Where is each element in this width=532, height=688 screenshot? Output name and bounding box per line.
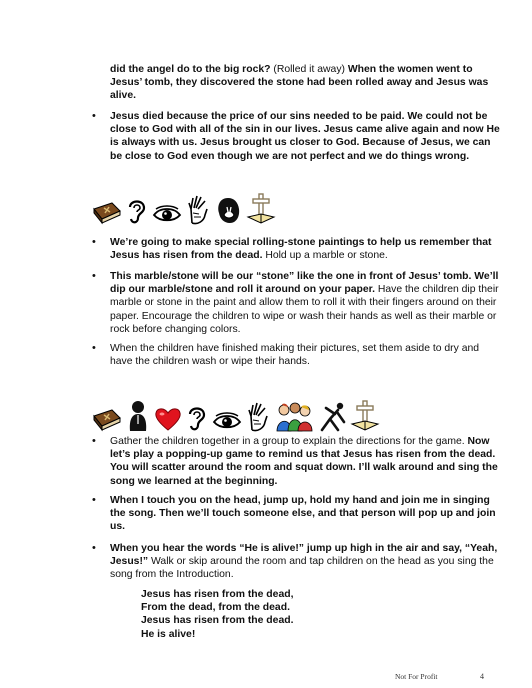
paragraph-text: We’re going to make special rolling-stone paintings to help us remember that Jesus has risen from the dead. xyxy=(110,237,492,262)
bible-icon xyxy=(92,199,122,225)
hand-icon xyxy=(246,402,270,432)
song-line: Jesus has risen from the dead. xyxy=(141,615,294,627)
cross-book-icon xyxy=(246,193,276,225)
bullet-marker: • xyxy=(92,236,96,248)
praying-child-icon xyxy=(126,400,150,432)
instruction-text: Hold up a marble or stone. xyxy=(262,250,388,262)
cross-book-icon xyxy=(350,400,380,432)
paragraph-text: Jesus died because the price of our sins needed to be paid. We could not be close to God with all of the sin in our lives. Jesus came alive again and now He is always with us. Jesus brought us closer to God. Because of Jesus, we can be close to God even though we are not perfect and we do things wrong. xyxy=(110,111,500,162)
statement-text: When the women went to Jesus’ tomb, they discovered the stone had been rolled away and Jesus was alive. xyxy=(110,64,489,102)
bullet-marker: • xyxy=(92,270,96,282)
paragraph-marble-stone xyxy=(110,270,500,336)
paragraph-he-is-alive xyxy=(110,542,500,582)
stretching-person-icon xyxy=(318,402,346,432)
paragraph-why-jesus-died xyxy=(110,110,500,163)
paragraph-continuation xyxy=(110,63,500,103)
song-line: From the dead, from the dead. xyxy=(141,602,290,614)
bullet-marker: • xyxy=(92,110,96,122)
question-text: did the angel do to the big rock? xyxy=(110,64,271,75)
paragraph-rolling-stone-intro xyxy=(110,236,500,262)
instruction-text: Gather the children together in a group to explain the directions for the game. xyxy=(110,436,465,447)
paragraph-text: When you hear the words “He is alive!” jump up high in the air and say, “Yeah, Jesus!” xyxy=(110,543,498,568)
footer-text: Not For Profit xyxy=(395,672,438,681)
paragraph-touch-head xyxy=(110,494,500,534)
eye-icon xyxy=(152,205,182,225)
children-group-icon xyxy=(274,402,314,432)
praying-head-icon xyxy=(214,195,242,225)
song-line: He is alive! xyxy=(141,628,196,640)
icon-row-2 xyxy=(92,392,380,432)
song-lyrics xyxy=(141,588,293,641)
song-line: Jesus has risen from the dead, xyxy=(141,589,294,600)
ear-icon xyxy=(186,404,208,432)
instruction-text: When the children have finished making their pictures, set them aside to dry and have the children wash or wipe their hands. xyxy=(110,343,480,368)
page-number: 4 xyxy=(480,672,484,681)
paragraph-game-directions xyxy=(110,435,500,488)
icon-row-1 xyxy=(92,185,276,225)
hand-icon xyxy=(186,195,210,225)
instruction-text: Walk or skip around the room and tap children on the head as you sing the song from the Introduction. xyxy=(110,556,494,581)
bullet-marker: • xyxy=(92,542,96,554)
bullet-marker: • xyxy=(92,342,96,354)
paragraph-text: Now let’s play a popping-up game to remind us that Jesus has risen from the dead. You will scatter around the room and squat down. I’ll walk around and sing the song we learned at the beginning. xyxy=(110,436,498,487)
instruction-text: Have the children dip their marble or stone in the paint and allow them to roll it with their fingers around on their paper. Encourage the children to wipe or wash their hands as well as their marble or rock before changing colors. xyxy=(110,284,499,335)
ear-icon xyxy=(126,197,148,225)
bullet-marker: • xyxy=(92,435,96,447)
answer-text: (Rolled it away) xyxy=(270,64,348,75)
heart-icon xyxy=(154,406,182,432)
paragraph-text: When I touch you on the head, jump up, hold my hand and join me in singing the song. Then we’ll touch someone else, and that person will pop up and join us. xyxy=(110,495,496,533)
paragraph-finish-pictures xyxy=(110,342,500,368)
paragraph-text: This marble/stone will be our “stone” like the one in front of Jesus’ tomb. We’ll dip our marble/stone and roll it around on your paper. xyxy=(110,271,499,296)
bullet-marker: • xyxy=(92,494,96,506)
eye-icon xyxy=(212,412,242,432)
bible-icon xyxy=(92,406,122,432)
